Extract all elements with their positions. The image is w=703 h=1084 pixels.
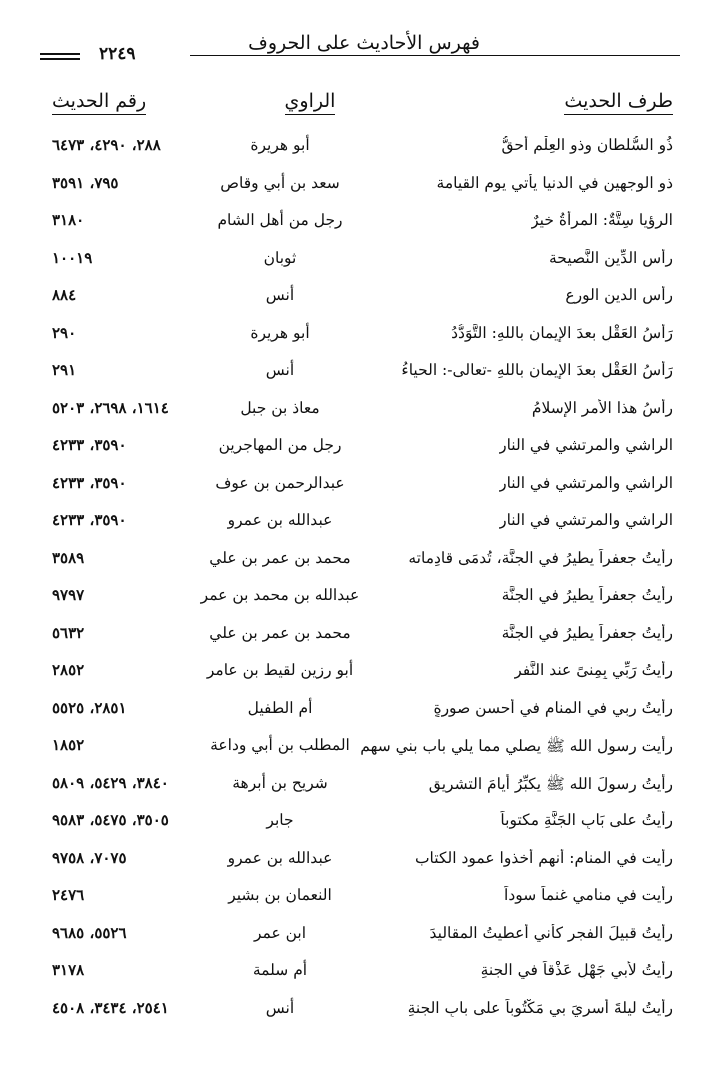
narrator: محمد بن عمر بن علي (209, 623, 351, 642)
index-table (0, 130, 703, 1030)
hadith-text: رأس الدين الورع (565, 286, 673, 304)
table-row (0, 130, 703, 168)
hadith-text: الراشي والمرتشي في النار (499, 436, 673, 454)
hadith-number: ٣١٨٠ (52, 211, 85, 229)
hadith-number: ٣١٧٨ (52, 961, 85, 979)
table-row (0, 655, 703, 693)
hadith-number: ٢٩١ (52, 361, 77, 379)
hadith-text: رأْسُ هذا الأمرِ الإسلامُ (531, 398, 673, 417)
hadith-text: رأيتُ جعفراً يطيرُ في الجنَّة، تُدمَى قادِماته (408, 548, 673, 567)
hadith-text: رَأْسُ العَقْلِ بعدَ الإيمانِ باللهِ: التَّوَدُّدُ (451, 323, 673, 342)
table-row (0, 693, 703, 731)
table-row (0, 580, 703, 618)
table-row (0, 468, 703, 506)
narrator: محمد بن عمر بن علي (209, 548, 351, 567)
hadith-text: رأيتُ رسولَ الله ﷺ يكبِّرُ أيامَ التشريق (428, 774, 673, 793)
hadith-text: الرؤيا سِتَّةٌ: المرأةُ خيرٌ (531, 211, 673, 229)
table-row (0, 618, 703, 656)
table-row (0, 168, 703, 206)
hadith-text: رأيتُ على بَابِ الجَنَّةِ مكتوباً (500, 811, 673, 829)
narrator: أم الطفيل (247, 698, 313, 717)
hadith-number: ٣٥٩٠، ٤٢٣٣ (52, 436, 127, 454)
hadith-text: رأيت في منامي غنماً سوداً (504, 886, 673, 904)
table-row (0, 355, 703, 393)
narrator: أبو هريرة (250, 323, 310, 342)
page-header (40, 30, 680, 70)
table-row (0, 205, 703, 243)
table-row (0, 805, 703, 843)
hadith-number: ٣٥٠٥، ٥٤٧٥، ٩٥٨٣ (52, 811, 169, 829)
table-row (0, 393, 703, 431)
narrator: رجل من المهاجرين (218, 436, 342, 454)
table-row (0, 505, 703, 543)
table-row (0, 543, 703, 581)
column-header-number-label: رقم الحديث (52, 90, 146, 115)
hadith-number: ٧٠٧٥، ٩٧٥٨ (52, 848, 127, 867)
table-row (0, 318, 703, 356)
hadith-number: ٣٥٩٠، ٤٢٣٣ (52, 511, 127, 529)
table-row (0, 955, 703, 993)
header-rule (190, 55, 680, 56)
page-title: فهرس الأحاديث على الحروف (248, 32, 480, 54)
narrator: عبدالرحمن بن عوف (215, 473, 345, 492)
hadith-number: ٢٤٧٦ (52, 886, 85, 904)
column-header-rawi (265, 90, 355, 115)
column-header-number (52, 90, 146, 115)
narrator: معاذ بن جبل (240, 398, 320, 417)
hadith-number: ٢٨٥١، ٥٥٢٥ (52, 698, 127, 717)
hadith-number: ٣٥٨٩ (52, 548, 85, 567)
hadith-text: رأيت في المنام: أنهم أخذوا عمود الكتاب (414, 848, 673, 867)
column-header-hadith-label: طرف الحديث (564, 90, 673, 115)
page-number: ٢٢٤٩ (95, 44, 140, 64)
column-header-hadith (564, 90, 673, 115)
hadith-text: الراشي والمرتشي في النار (499, 473, 673, 492)
hadith-number: ٢٩٠ (52, 323, 77, 342)
table-row (0, 918, 703, 956)
hadith-text: رأس الدِّين النَّصيحة (549, 248, 673, 267)
narrator: عبدالله بن عمرو (227, 511, 333, 529)
hadith-text: رأيتُ لأبي جَهْلٍ عَذْقاً في الجنةِ (480, 961, 673, 979)
table-row (0, 993, 703, 1031)
hadith-number: ٢٥٤١، ٣٤٣٤، ٤٥٠٨ (52, 998, 169, 1017)
narrator: شريح بن أبرهة (232, 773, 328, 792)
hadith-number: ٧٩٥، ٣٥٩١ (52, 173, 119, 192)
hadith-text: ذو الوجهين في الدنيا يأتي يوم القيامة (436, 173, 673, 192)
hadith-number: ٣٥٩٠، ٤٢٣٣ (52, 473, 127, 492)
hadith-number: ٢٨٥٢ (52, 661, 85, 679)
table-row (0, 280, 703, 318)
header-rule-left-bottom (40, 58, 80, 60)
narrator: أم سلمة (252, 961, 308, 979)
hadith-number: ٣٨٤٠، ٥٤٢٩، ٥٨٠٩ (52, 773, 169, 792)
narrator: ثوبان (263, 248, 297, 267)
hadith-number: ١٦١٤، ٢٦٩٨، ٥٢٠٣ (52, 398, 169, 417)
hadith-number: ٢٨٨، ٤٢٩٠، ٦٤٧٣ (52, 136, 161, 154)
hadith-text: رأيتُ قبيلَ الفجرِ كأني أُعطيتُ المقاليدَ (429, 923, 673, 942)
table-row (0, 430, 703, 468)
narrator: المطلب بن أبي وداعة (210, 736, 350, 754)
hadith-number: ٨٨٤ (52, 286, 77, 304)
hadith-text: رأيتُ جعفراً يطيرُ في الجنَّة (501, 586, 673, 604)
header-rule-left-top (40, 53, 80, 55)
narrator: جابر (266, 811, 294, 829)
column-header-rawi-label: الراوي (285, 90, 336, 115)
table-row (0, 768, 703, 806)
narrator: عبدالله بن محمد بن عمر (200, 586, 360, 604)
hadith-text: رأيتُ ليلةَ أُسريَ بي مَكْتُوباً على بابِ الجنةِ (407, 998, 673, 1017)
hadith-text: رَأْسُ العَقْلِ بعدَ الإيمانِ باللهِ -تعالى-: الحياءُ (401, 361, 673, 379)
narrator: النعمان بن بشير (228, 886, 332, 904)
table-row (0, 843, 703, 881)
narrator: أنس (265, 286, 295, 304)
narrator: عبدالله بن عمرو (227, 848, 333, 867)
hadith-text: رأيت رسول الله ﷺ يصلي مما يلي باب بني سهم (360, 737, 673, 755)
hadith-number: ٩٧٩٧ (52, 586, 85, 604)
hadith-number: ١٠٠١٩ (52, 248, 93, 267)
hadith-text: رأيتُ ربي في المنام في أحسنِ صورةٍ (433, 698, 673, 717)
narrator: أبو رزين لقيط بن عامر (206, 661, 354, 679)
hadith-number: ٥٦٣٢ (52, 623, 85, 642)
table-row (0, 243, 703, 281)
narrator: أبو هريرة (250, 136, 310, 154)
hadith-text: الراشي والمرتشي في النار (499, 511, 673, 529)
narrator: رجل من أهل الشام (217, 211, 343, 229)
table-row (0, 880, 703, 918)
hadith-text: رأيتُ جعفراً يطيرُ في الجنَّة (501, 623, 673, 642)
narrator: أنس (265, 998, 295, 1017)
narrator: أنس (265, 361, 295, 379)
hadith-number: ٥٥٢٦، ٩٦٨٥ (52, 923, 127, 942)
table-row (0, 730, 703, 768)
narrator: سعد بن أبي وقاص (220, 173, 340, 192)
narrator: ابن عمر (253, 923, 307, 942)
hadith-text: رأيتُ رَبِّي بِمِنىً عند النَّفرِ (514, 661, 673, 679)
hadith-text: ذُو السُّلطانِ وذو العِلْمِ أحقُّ (501, 136, 673, 154)
hadith-number: ١٨٥٢ (52, 736, 85, 754)
